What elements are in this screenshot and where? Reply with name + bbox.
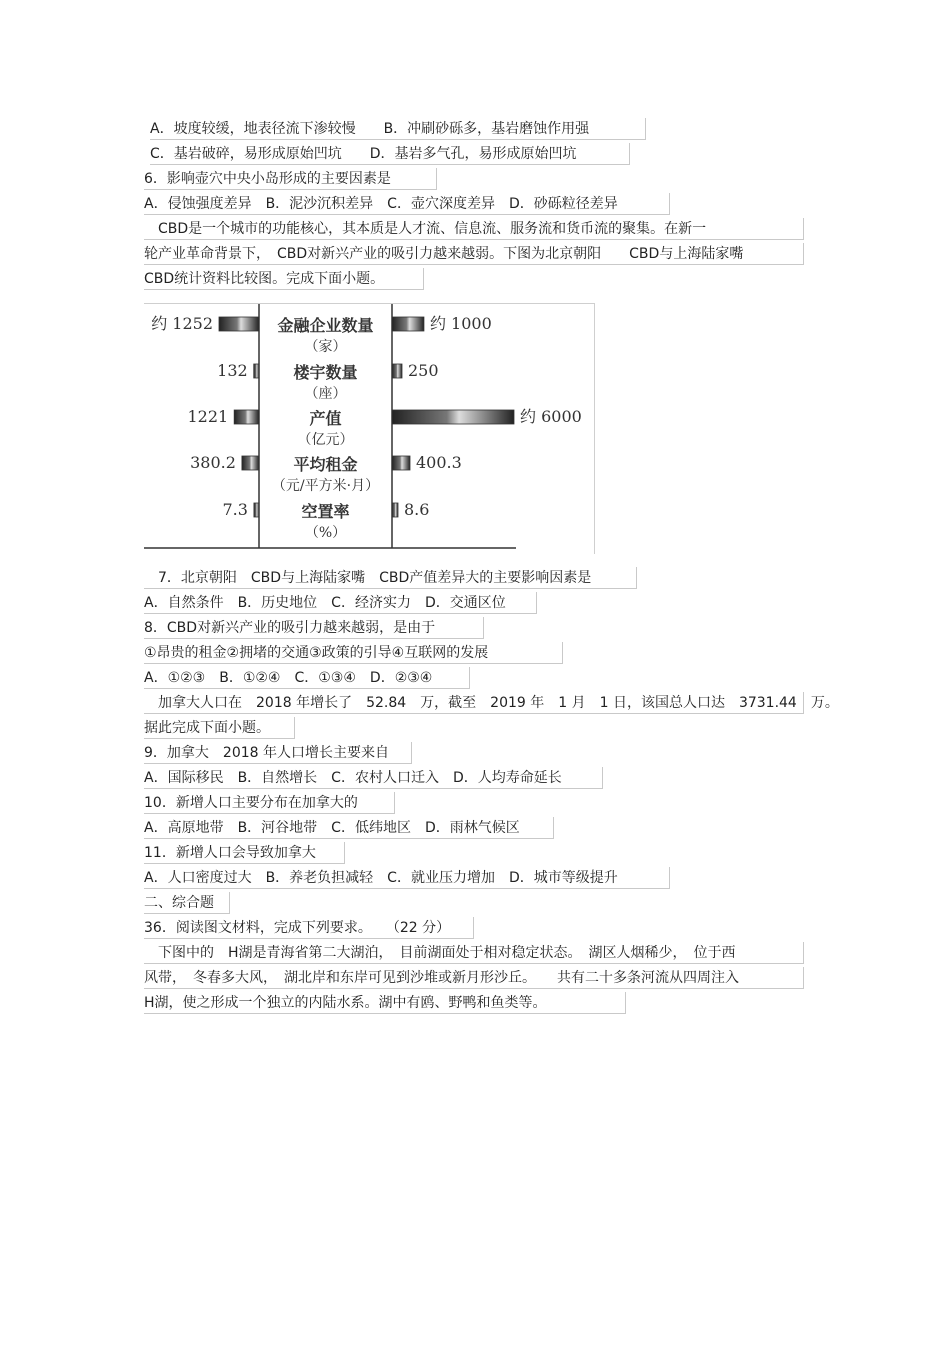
category-unit-0: （家） [304,339,347,355]
bar-left-3 [242,456,259,470]
bar-right-4 [392,503,398,517]
text-line-23: 下图中的 H湖是青海省第二大湖泊， 目前湖面处于相对稳定状态。 湖区人烟稀少， 位于西 [144,942,804,964]
text-line-4: A．侵蚀强度差异 B．泥沙沉积差异 C．壶穴深度差异 D．砂砾粒径差异 [144,193,670,215]
category-label-0: 金融企业数量 [277,316,374,335]
bar-right-1 [392,364,402,378]
text-line-24: 风带， 冬春多大风， 湖北岸和东岸可见到沙堆或新月形沙丘。 共有二十多条河流从四周注入 [144,967,804,989]
bar-left-4 [254,503,259,517]
value-label-left-1: 132 [217,361,248,380]
text-line-5: CBD是一个城市的功能核心，其本质是人才流、信息流、服务流和货币流的聚集。在新一 [144,218,804,240]
text-line-14: 据此完成下面小题。 [144,717,295,739]
category-unit-2: （亿元） [297,432,354,448]
value-label-left-4: 7.3 [222,500,248,519]
text-line-2: C．基岩破碎，易形成原始凹坑 D．基岩多气孔，易形成原始凹坑 [150,143,630,165]
category-label-1: 楼宇数量 [293,363,358,382]
bar-right-0 [392,317,424,331]
text-line-19: 11．新增人口会导致加拿大 [144,842,345,864]
text-line-3: 6．影响壶穴中央小岛形成的主要因素是 [144,168,437,190]
text-line-25: H湖，使之形成一个独立的内陆水系。湖中有鸥、野鸭和鱼类等。 [144,992,626,1014]
category-unit-3: （元/平方米·月） [271,478,380,494]
category-unit-4: （%） [304,525,347,541]
bar-left-0 [219,317,259,331]
text-line-21: 二、综合题 [144,892,230,914]
text-line-11: ①昂贵的租金②拥堵的交通③政策的引导④互联网的发展 [144,642,563,664]
cbd-comparison-chart [144,303,595,554]
text-line-18: A．高原地带 B．河谷地带 C．低纬地区 D．雨林气候区 [144,817,554,839]
value-label-right-0: 约 1000 [429,314,492,333]
bar-right-2 [392,410,514,424]
text-line-13: 加拿大人口在 2018 年增长了 52.84 万，截至 2019 年 1 月 1 日，该国总人口达 3731.44 万。 [144,692,804,714]
category-unit-1: （座） [304,386,347,402]
category-label-4: 空置率 [301,502,350,521]
text-line-12: A．①②③ B．①②④ C．①③④ D．②③④ [144,667,470,689]
text-line-10: 8．CBD对新兴产业的吸引力越来越弱，是由于 [144,617,484,639]
text-line-15: 9．加拿大 2018 年人口增长主要来自 [144,742,412,764]
value-label-left-0: 约 1252 [151,314,213,333]
bar-left-1 [254,364,259,378]
text-line-16: A．国际移民 B．自然增长 C．农村人口迁入 D．人均寿命延长 [144,767,603,789]
text-line-17: 10．新增人口主要分布在加拿大的 [144,792,395,814]
text-line-1: A．坡度较缓，地表径流下渗较慢 B．冲刷砂砾多，基岩磨蚀作用强 [150,118,646,140]
text-line-22: 36．阅读图文材料，完成下列要求。 （22 分） [144,917,474,939]
value-label-right-3: 400.3 [416,453,462,472]
category-label-3: 平均租金 [293,455,358,474]
text-line-7: CBD统计资料比较图。完成下面小题。 [144,268,424,290]
value-label-left-2: 1221 [187,407,229,426]
bar-left-2 [234,410,259,424]
category-label-2: 产值 [309,409,342,428]
text-line-9: A．自然条件 B．历史地位 C．经济实力 D．交通区位 [144,592,537,614]
bar-right-3 [392,456,410,470]
value-label-right-1: 250 [408,361,439,380]
value-label-right-2: 约 6000 [520,407,582,426]
text-line-8: 7．北京朝阳 CBD与上海陆家嘴 CBD产值差异大的主要影响因素是 [144,567,637,589]
chart-svg [144,304,593,553]
value-label-left-3: 380.2 [190,453,236,472]
value-label-right-4: 8.6 [404,500,430,519]
text-line-6: 轮产业革命背景下， CBD对新兴产业的吸引力越来越弱。下图为北京朝阳 CBD与上海陆家嘴 [144,243,804,265]
text-line-20: A．人口密度过大 B．养老负担减轻 C．就业压力增加 D．城市等级提升 [144,867,670,889]
